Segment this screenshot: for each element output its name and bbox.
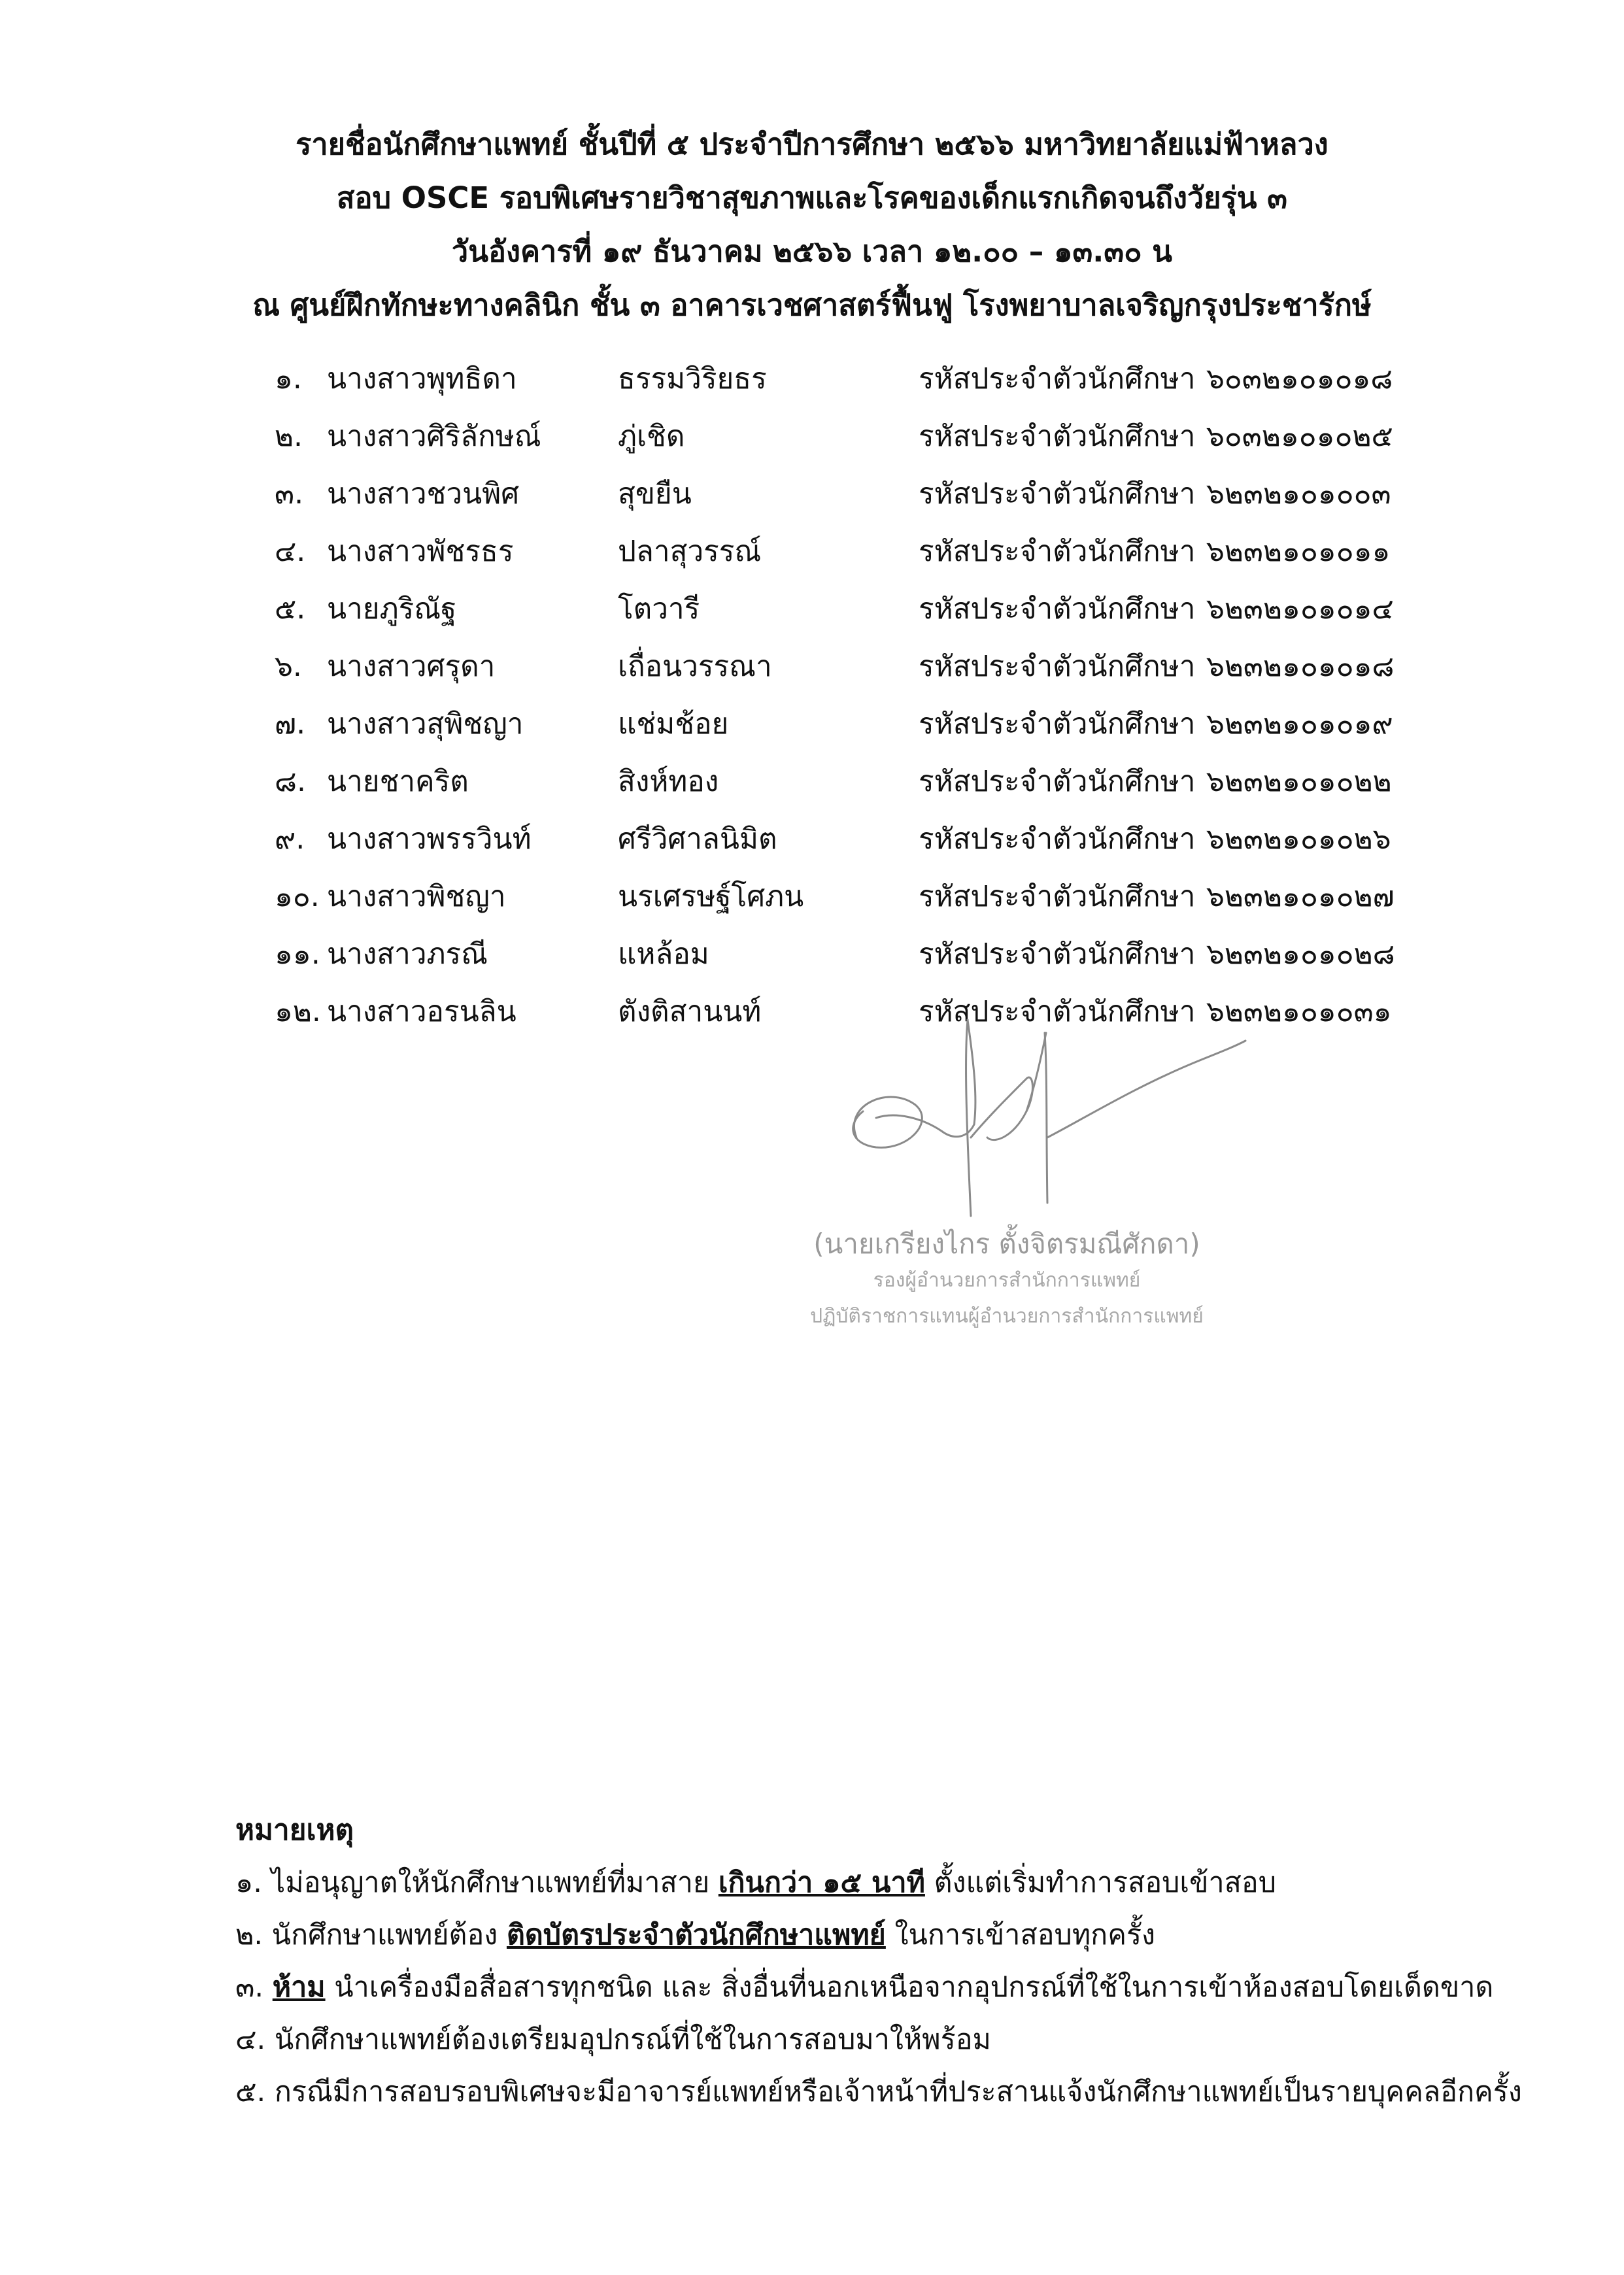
student-row bbox=[0, 696, 1624, 753]
note-emphasis: เกินกว่า ๑๕ นาที bbox=[718, 1866, 925, 1899]
student-id: ๖๒๓๒๑๐๑๐๒๖ bbox=[1206, 822, 1391, 856]
note-text: ๒. นักศึกษาแพทย์ต้อง bbox=[235, 1919, 507, 1951]
note-text: นำเครื่องมือสื่อสารทุกชนิด และ สิ่งอื่นที่นอกเหนือจากอุปกรณ์ที่ใช้ในการเข้าห้องสอบโดยเด็ดขาด bbox=[325, 1971, 1494, 2004]
student-last-name: ศรีวิศาลนิมิต bbox=[618, 822, 777, 856]
student-id: ๖๒๓๒๑๐๑๐๑๔ bbox=[1206, 592, 1394, 626]
note-item bbox=[235, 1857, 1543, 1909]
note-text: ในการเข้าสอบทุกครั้ง bbox=[885, 1919, 1156, 1951]
student-first-name: นายชาคริต bbox=[327, 765, 469, 798]
student-row bbox=[0, 581, 1624, 638]
student-id-label: รหัสประจำตัวนักศึกษา bbox=[919, 880, 1196, 913]
student-first-name: นางสาวพัชรธร bbox=[327, 535, 514, 568]
student-last-name: สุขยืน bbox=[618, 477, 692, 511]
student-id-label: รหัสประจำตัวนักศึกษา bbox=[919, 535, 1196, 568]
note-emphasis: ห้าม bbox=[272, 1971, 326, 2004]
student-row bbox=[0, 523, 1624, 581]
note-item bbox=[235, 1909, 1543, 1961]
student-id-label: รหัสประจำตัวนักศึกษา bbox=[919, 650, 1196, 683]
student-first-name: นางสาวพุทธิดา bbox=[327, 362, 517, 396]
student-id-label: รหัสประจำตัวนักศึกษา bbox=[919, 420, 1196, 453]
student-number: ๙. bbox=[275, 822, 305, 856]
student-row bbox=[0, 350, 1624, 408]
student-last-name: แหล้อม bbox=[618, 937, 709, 971]
student-number: ๕. bbox=[275, 592, 306, 626]
student-number: ๑๐. bbox=[275, 880, 320, 913]
note-emphasis: ติดบัตรประจำตัวนักศึกษาแพทย์ bbox=[506, 1919, 886, 1951]
signatory-name: (นายเกรียงไกร ตั้งจิตรมณีศักดา) bbox=[813, 1228, 1200, 1260]
student-id: ๖๒๓๒๑๐๑๐๑๙ bbox=[1206, 707, 1393, 741]
student-id-label: รหัสประจำตัวนักศึกษา bbox=[919, 592, 1196, 626]
note-text: ๓. bbox=[235, 1971, 273, 2004]
note-text: ๔. นักศึกษาแพทย์ต้องเตรียมอุปกรณ์ที่ใช้ในการสอบมาให้พร้อม bbox=[235, 2023, 991, 2056]
student-first-name: นางสาวชวนพิศ bbox=[327, 477, 520, 511]
handwritten-signature bbox=[837, 1007, 1255, 1229]
student-first-name: นายภูริณัฐ bbox=[327, 592, 457, 626]
student-id: ๖๒๓๒๑๐๑๐๐๓ bbox=[1206, 477, 1391, 511]
note-item bbox=[235, 2014, 1543, 2066]
header-line-3: วันอังคารที่ ๑๙ ธันวาคม ๒๕๖๖ เวลา ๑๒.๐๐ – ๑๓.๓๐ น bbox=[451, 234, 1173, 269]
student-id-label: รหัสประจำตัวนักศึกษา bbox=[919, 707, 1196, 741]
student-id-label: รหัสประจำตัวนักศึกษา bbox=[919, 937, 1196, 971]
student-last-name: ตังติสานนท์ bbox=[618, 995, 762, 1028]
student-last-name: ปลาสุวรรณ์ bbox=[618, 535, 762, 568]
student-number: ๓. bbox=[275, 477, 304, 511]
student-id-label: รหัสประจำตัวนักศึกษา bbox=[919, 477, 1196, 511]
student-id: ๖๒๓๒๑๐๑๐๒๘ bbox=[1206, 937, 1395, 971]
student-number: ๑๒. bbox=[275, 995, 321, 1028]
student-row bbox=[0, 811, 1624, 868]
student-last-name: สิงห์ทอง bbox=[618, 765, 719, 798]
student-row bbox=[0, 465, 1624, 523]
student-number: ๒. bbox=[275, 420, 303, 453]
student-id-label: รหัสประจำตัวนักศึกษา bbox=[919, 995, 1196, 1028]
student-first-name: นางสาวสุพิชญา bbox=[327, 707, 524, 741]
student-row bbox=[0, 868, 1624, 926]
student-first-name: นางสาวภรณี bbox=[327, 937, 488, 971]
student-row bbox=[0, 408, 1624, 465]
document-header bbox=[131, 118, 1493, 332]
note-text: ตั้งแต่เริ่มทำการสอบเข้าสอบ bbox=[924, 1866, 1277, 1899]
notes-heading: หมายเหตุ bbox=[235, 1813, 354, 1847]
student-row bbox=[0, 926, 1624, 983]
student-id: ๖๒๓๒๑๐๑๐๑๘ bbox=[1206, 650, 1395, 683]
student-row bbox=[0, 983, 1624, 1041]
signatory-title: รองผู้อำนวยการสำนักการแพทย์ bbox=[873, 1269, 1141, 1292]
student-last-name: แช่มช้อย bbox=[618, 707, 729, 741]
header-line-1: รายชื่อนักศึกษาแพทย์ ชั้นปีที่ ๕ ประจำปีการศึกษา ๒๕๖๖ มหาวิทยาลัยแม่ฟ้าหลวง bbox=[296, 127, 1328, 161]
student-first-name: นางสาวพิชญา bbox=[327, 880, 506, 913]
note-text: ๑. ไม่อนุญาตให้นักศึกษาแพทย์ที่มาสาย bbox=[235, 1866, 719, 1899]
student-id: ๖๒๓๒๑๐๑๐๒๒ bbox=[1206, 765, 1392, 798]
signatory-title-acting: ปฏิบัติราชการแทนผู้อำนวยการสำนักการแพทย์ bbox=[810, 1305, 1204, 1328]
student-number: ๗. bbox=[275, 707, 306, 741]
student-id-label: รหัสประจำตัวนักศึกษา bbox=[919, 765, 1196, 798]
student-row bbox=[0, 753, 1624, 811]
note-item bbox=[235, 2066, 1543, 2118]
student-id-label: รหัสประจำตัวนักศึกษา bbox=[919, 822, 1196, 856]
student-first-name: นางสาวศรุดา bbox=[327, 650, 496, 683]
student-last-name: ธรรมวิริยธร bbox=[618, 362, 767, 396]
student-id: ๖๐๓๒๑๐๑๐๑๘ bbox=[1206, 362, 1393, 396]
student-last-name: เถื่อนวรรณา bbox=[618, 650, 772, 683]
student-id: ๖๐๓๒๑๐๑๐๒๕ bbox=[1206, 420, 1393, 453]
note-text: ๕. กรณีมีการสอบรอบพิเศษจะมีอาจารย์แพทย์หรือเจ้าหน้าที่ประสานแจ้งนักศึกษาแพทย์เป็นรายบุคคลอีกครั้ง bbox=[235, 2076, 1522, 2108]
student-row bbox=[0, 638, 1624, 696]
note-item bbox=[235, 1961, 1543, 2014]
student-id: ๖๒๓๒๑๐๑๐๑๑ bbox=[1206, 535, 1391, 568]
header-line-4: ณ ศูนย์ฝึกทักษะทางคลินิก ชั้น ๓ อาคารเวชศาสตร์ฟื้นฟู โรงพยาบาลเจริญกรุงประชารักษ์ bbox=[252, 288, 1372, 322]
student-first-name: นางสาวศิริลักษณ์ bbox=[327, 420, 541, 453]
student-last-name: โตวารี bbox=[618, 592, 700, 626]
student-number: ๑. bbox=[275, 362, 302, 396]
student-id-label: รหัสประจำตัวนักศึกษา bbox=[919, 362, 1196, 396]
student-list bbox=[0, 350, 1624, 1041]
student-number: ๑๑. bbox=[275, 937, 320, 971]
header-line-2: สอบ OSCE รอบพิเศษรายวิชาสุขภาพและโรคของเด็กแรกเกิดจนถึงวัยรุ่น ๓ bbox=[337, 180, 1287, 215]
student-last-name: นรเศรษฐ์โศภน bbox=[618, 880, 804, 913]
student-first-name: นางสาวพรรวินท์ bbox=[327, 822, 532, 856]
student-number: ๔. bbox=[275, 535, 306, 568]
student-first-name: นางสาวอรนลิน bbox=[327, 995, 516, 1028]
student-number: ๖. bbox=[275, 650, 302, 683]
student-id: ๖๒๓๒๑๐๑๐๓๑ bbox=[1206, 995, 1392, 1028]
student-number: ๘. bbox=[275, 765, 306, 798]
student-last-name: ภู่เชิด bbox=[618, 420, 685, 453]
notes-section bbox=[235, 1804, 1543, 2118]
student-id: ๖๒๓๒๑๐๑๐๒๗ bbox=[1206, 880, 1395, 913]
